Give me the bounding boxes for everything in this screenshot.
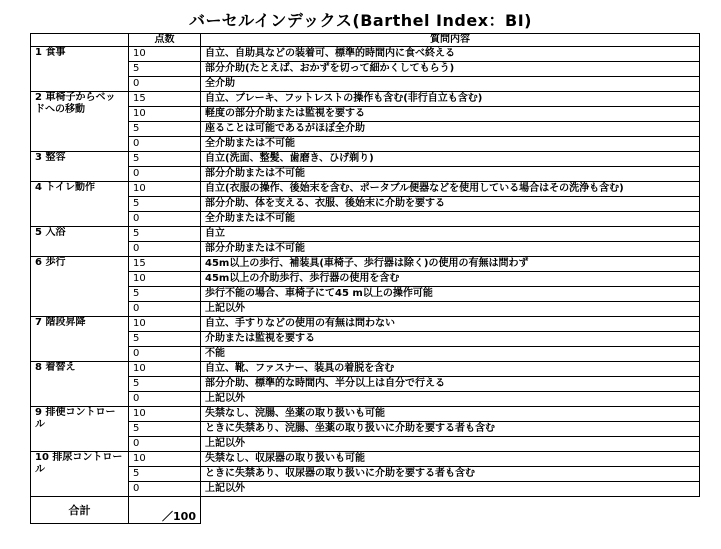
description-cell: 全介助または不可能 — [201, 212, 700, 227]
score-cell: 0 — [129, 242, 201, 257]
total-row — [31, 497, 700, 524]
description-cell: 自立 — [201, 227, 700, 242]
description-cell: 部分介助または不可能 — [201, 242, 700, 257]
table-row — [31, 332, 700, 347]
table-row — [31, 77, 700, 92]
description-cell: 上記以外 — [201, 302, 700, 317]
description-cell: 軽度の部分介助または監視を要する — [201, 107, 700, 122]
table-row — [31, 287, 700, 302]
table-row — [31, 347, 700, 362]
table-row — [31, 302, 700, 317]
table-row — [31, 107, 700, 122]
description-cell: 部分介助(たとえば、おかずを切って細かくしてもらう) — [201, 62, 700, 77]
table-row — [31, 452, 700, 467]
description-cell: 介助または監視を要する — [201, 332, 700, 347]
table-row — [31, 122, 700, 137]
table-row — [31, 422, 700, 437]
score-cell: 10 — [129, 452, 201, 467]
table-body — [31, 47, 700, 497]
score-cell: 0 — [129, 137, 201, 152]
item-name: 6 歩行 — [31, 257, 129, 317]
content-column-header: 質問内容 — [201, 34, 700, 47]
description-cell: 全介助 — [201, 77, 700, 92]
table-row — [31, 377, 700, 392]
score-cell: 0 — [129, 167, 201, 182]
item-name: 8 着替え — [31, 362, 129, 407]
score-cell: 5 — [129, 62, 201, 77]
table-row — [31, 137, 700, 152]
score-cell: 5 — [129, 377, 201, 392]
table-row — [31, 242, 700, 257]
description-cell: 部分介助、体を支える、衣服、後始末に介助を要する — [201, 197, 700, 212]
table-row — [31, 167, 700, 182]
description-cell: 自立、靴、ファスナー、装具の着脱を含む — [201, 362, 700, 377]
table-row — [31, 467, 700, 482]
score-cell: 5 — [129, 122, 201, 137]
score-cell: 15 — [129, 92, 201, 107]
table-row — [31, 62, 700, 77]
item-name: 4 トイレ動作 — [31, 182, 129, 227]
table-row — [31, 317, 700, 332]
item-name: 2 車椅子からベッドへの移動 — [31, 92, 129, 152]
table-row — [31, 392, 700, 407]
item-name: 1 食事 — [31, 47, 129, 92]
score-cell: 5 — [129, 287, 201, 302]
description-cell: 自立、自助具などの装着可、標準的時間内に食べ終える — [201, 47, 700, 62]
table-row — [31, 182, 700, 197]
total-value: ／100 — [129, 497, 201, 524]
score-cell: 10 — [129, 317, 201, 332]
table-row — [31, 257, 700, 272]
total-empty-cell — [201, 497, 700, 524]
description-cell: ときに失禁あり、浣腸、坐薬の取り扱いに介助を要する者も含む — [201, 422, 700, 437]
score-cell: 0 — [129, 212, 201, 227]
description-cell: 上記以外 — [201, 482, 700, 497]
score-cell: 5 — [129, 467, 201, 482]
description-cell: 部分介助または不可能 — [201, 167, 700, 182]
table-row — [31, 152, 700, 167]
item-column-header — [31, 34, 129, 47]
description-cell: 失禁なし、収尿器の取り扱いも可能 — [201, 452, 700, 467]
description-cell: 上記以外 — [201, 437, 700, 452]
description-cell: 全介助または不可能 — [201, 137, 700, 152]
description-cell: 自立、ブレーキ、フットレストの操作も含む(非行自立も含む) — [201, 92, 700, 107]
score-column-header: 点数 — [129, 34, 201, 47]
description-cell: 自立(衣服の操作、後始末を含む、ポータブル便器などを使用している場合はその洗浄も含む) — [201, 182, 700, 197]
score-cell: 10 — [129, 272, 201, 287]
description-cell: 不能 — [201, 347, 700, 362]
barthel-index-table — [30, 33, 700, 524]
description-cell: 自立(洗面、整髪、歯磨き、ひげ剃り) — [201, 152, 700, 167]
total-label: 合計 — [31, 497, 129, 524]
table-row — [31, 227, 700, 242]
score-cell: 10 — [129, 362, 201, 377]
table-row — [31, 212, 700, 227]
score-cell: 15 — [129, 257, 201, 272]
table-row — [31, 92, 700, 107]
description-cell: 45m以上の歩行、補装具(車椅子、歩行器は除く)の使用の有無は問わず — [201, 257, 700, 272]
table-row — [31, 437, 700, 452]
score-cell: 5 — [129, 197, 201, 212]
description-cell: 45m以上の介助歩行、歩行器の使用を含む — [201, 272, 700, 287]
score-cell: 10 — [129, 407, 201, 422]
score-cell: 0 — [129, 302, 201, 317]
score-cell: 0 — [129, 482, 201, 497]
description-cell: 上記以外 — [201, 392, 700, 407]
score-cell: 0 — [129, 392, 201, 407]
score-cell: 5 — [129, 422, 201, 437]
description-cell: 部分介助、標準的な時間内、半分以上は自分で行える — [201, 377, 700, 392]
description-cell: ときに失禁あり、収尿器の取り扱いに介助を要する者も含む — [201, 467, 700, 482]
table-row — [31, 197, 700, 212]
score-cell: 10 — [129, 182, 201, 197]
page-title: バーセルインデックス(Barthel Index：BI) — [189, 11, 532, 30]
item-name: 7 階段昇降 — [31, 317, 129, 362]
score-cell: 10 — [129, 107, 201, 122]
item-name: 9 排便コントロール — [31, 407, 129, 452]
description-cell: 失禁なし、浣腸、坐薬の取り扱いも可能 — [201, 407, 700, 422]
score-cell: 5 — [129, 227, 201, 242]
score-cell: 10 — [129, 47, 201, 62]
description-cell: 自立、手すりなどの使用の有無は問わない — [201, 317, 700, 332]
table-row — [31, 272, 700, 287]
score-cell: 0 — [129, 437, 201, 452]
description-cell: 座ることは可能であるがほぼ全介助 — [201, 122, 700, 137]
description-cell: 歩行不能の場合、車椅子にて45 m以上の操作可能 — [201, 287, 700, 302]
table-row — [31, 482, 700, 497]
score-cell: 0 — [129, 77, 201, 92]
table-row — [31, 407, 700, 422]
table-row — [31, 47, 700, 62]
item-name: 10 排尿コントロール — [31, 452, 129, 497]
table-row — [31, 362, 700, 377]
score-cell: 5 — [129, 332, 201, 347]
item-name: 5 入浴 — [31, 227, 129, 257]
table-header-row — [31, 34, 700, 47]
item-name: 3 整容 — [31, 152, 129, 182]
score-cell: 0 — [129, 347, 201, 362]
score-cell: 5 — [129, 152, 201, 167]
